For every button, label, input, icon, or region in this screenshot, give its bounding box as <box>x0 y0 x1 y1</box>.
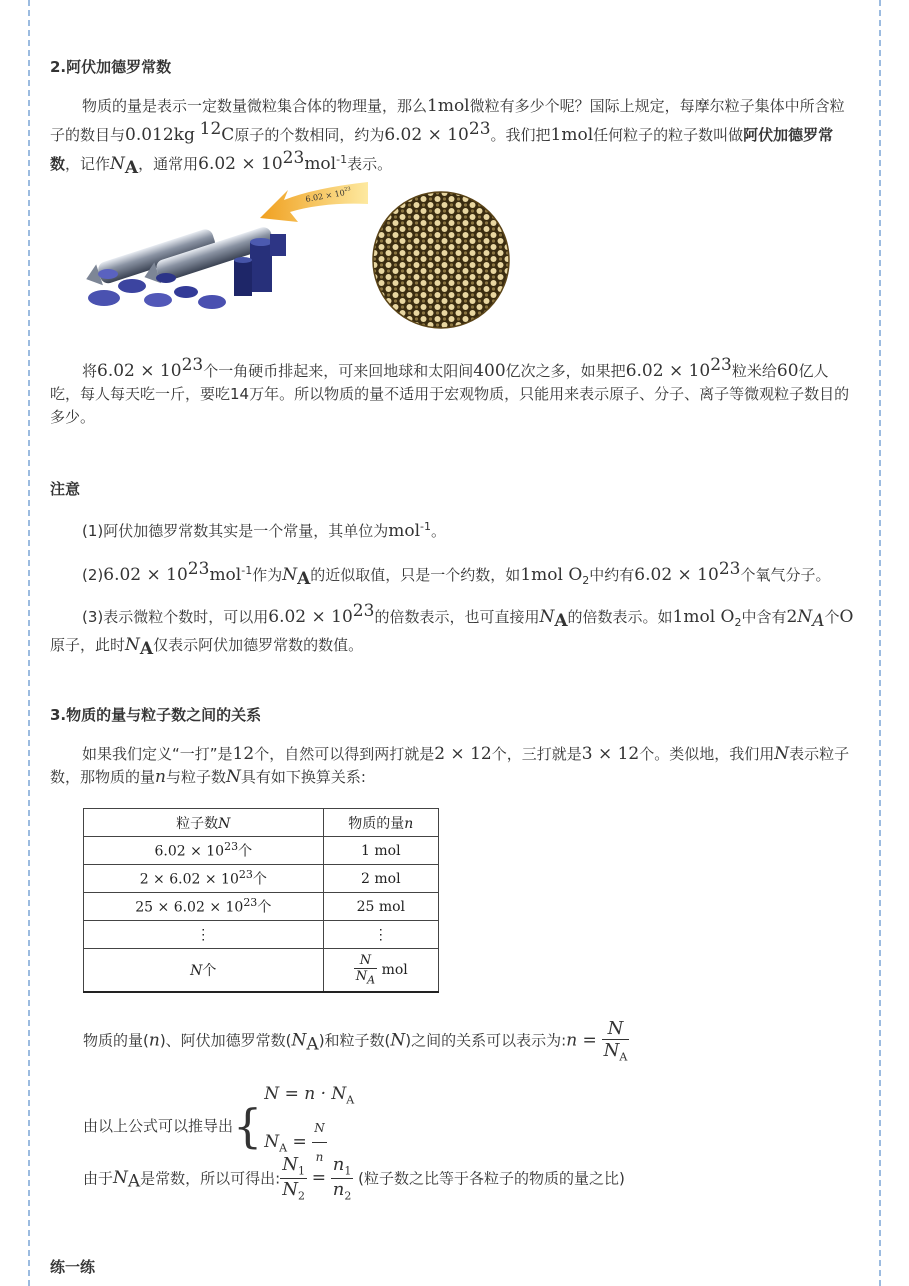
silicon-crystal-image <box>84 178 374 318</box>
relation-formula: 物质的量(n)、阿伏加德罗常数$(N_A)$和粒子数(N)之间的关系可以表示为:n = $\frac{N}{N_A}$ <box>83 1018 628 1064</box>
section-title-relationship: 3.物质的量与粒子数之间的关系 <box>50 706 262 724</box>
note-title: 注意 <box>50 480 81 498</box>
dozen-analogy-paragraph: 如果我们定义“一打”是12个，自然可以得到两打就是2 × 12个，三打就是3 × 12个。类似地，我们用N表示粒子数，那物质的量n与粒子数N具有如下换算关系: <box>50 744 850 787</box>
avogadro-definition-paragraph: 物质的量是表示一定数量微粒集合体的物理量，那么1mol微粒有多少个呢？国际上规定，每摩尔粒子集体中所含粒子的数目与0.012kg $^{12}$C原子的个数相同，约为$6.02 \times 10^{23}$。我们把1mol任何粒子的粒子数叫做阿伏加德罗常数，记作$N_A$，通常用$6.02 \times 10^{23}mol^{-1}$表示。 <box>50 96 845 178</box>
table-row: $6.02 \times 10^{23}$个 1 mol <box>84 837 439 865</box>
table-row: $2 \times 6.02 \times 10^{23}$个 2 mol <box>84 865 439 893</box>
note-item-1: (1)阿伏加德罗常数其实是一个常量，其单位为mol$^{-1}$。 <box>82 520 447 541</box>
coin-analogy-paragraph: 将$6.02 \times 10^{23}$个一角硬币排起来，可来回地球和太阳间400亿次之多，如果把$6.02 \times 10^{23}$粒米给60亿人吃，每人每天吃一斤，要吃14万年。所以物质的量不适用于宏观物质，只能用来表示原子、分子、离子等微观粒子数目的多少。 <box>50 355 850 426</box>
table-header-amount: 物质的量n <box>323 809 438 837</box>
conversion-table <box>83 808 439 993</box>
ratio-formula: 由于$N_A$是常数，所以可得出: $\frac{N_1}{N_2}$ = $\frac{n_1}{n_2}$ (粒子数之比等于各粒子的物质的量之比) <box>83 1154 625 1203</box>
svg-text:6.02 × 1023: $6.02 \times 10^{23}$ <box>304 186 352 204</box>
table-header-row <box>84 809 439 837</box>
table-header-particle-count: 粒子数N <box>84 809 324 837</box>
derivation-system: 由以上公式可以推导出{ $N = n \cdot N_A$ $N_A$ = $\frac{N}{n}$ <box>83 1084 355 1165</box>
table-row-ellipsis: ⋮ ⋮ <box>84 921 439 949</box>
table-row: $25 \times 6.02 \times 10^{23}$个 25 mol <box>84 893 439 921</box>
practice-title: 练一练 <box>50 1258 96 1276</box>
section-title-avogadro: 2.阿伏加德罗常数 <box>50 58 172 76</box>
atomic-lattice-image <box>371 190 511 330</box>
note-item-3: (3)表示微粒个数时，可以用$6.02 \times 10^{23}$的倍数表示，也可直接用$N_A$的倍数表示。如1mol $O_2$中含有$2N_A$个O原子，此时$N_A$仅表示阿伏加德罗常数的数值。 <box>50 601 854 659</box>
note-item-2: $(2)6.02 \times 10^{23}mol^{-1}$作为$N_A$的近似取值，只是一个约数，如1mol $O_2$中约有$6.02 \times 10^{23}$个氧气分子。 <box>82 559 831 589</box>
table-row-general: N个 $\frac{N}{N_A}$ mol <box>84 949 439 993</box>
